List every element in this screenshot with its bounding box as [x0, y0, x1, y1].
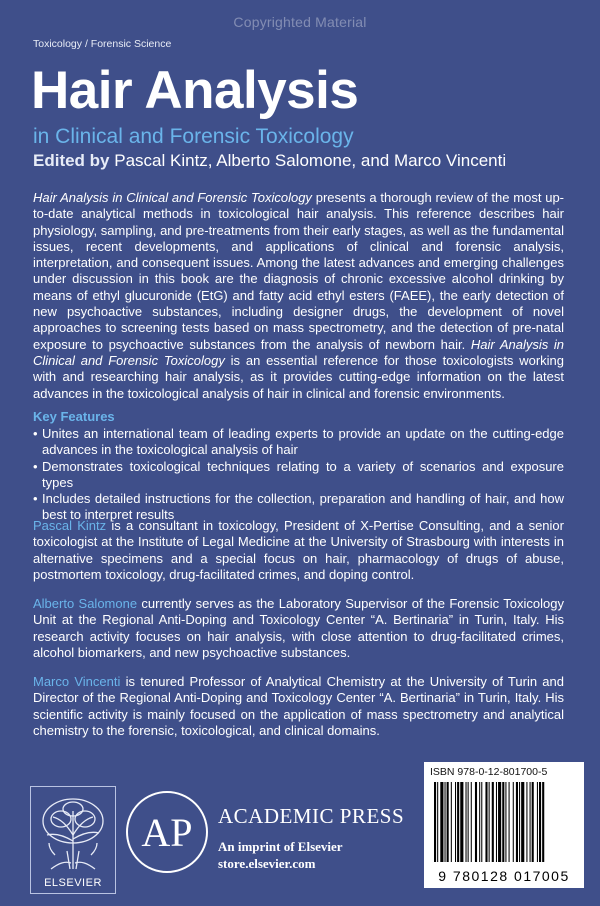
barcode-bar: [513, 782, 514, 862]
key-features-heading: Key Features: [33, 409, 115, 424]
publisher-url: store.elsevier.com: [218, 856, 316, 871]
barcode-digits: 9 780128 017005: [438, 868, 570, 884]
key-features: [33, 409, 564, 524]
category-label: Toxicology / Forensic Science: [33, 38, 172, 50]
watermark: Copyrighted Material: [233, 14, 367, 30]
editors-label: Edited by: [33, 151, 110, 170]
description-title-italic: Hair Analysis in Clinical and Forensic Toxicology: [33, 190, 312, 205]
bio-name: Marco Vincenti: [33, 674, 121, 689]
barcode-bar: [445, 782, 446, 862]
barcode-bar: [505, 782, 506, 862]
bio-name: Pascal Kintz: [33, 518, 107, 533]
description-title-italic-2: Hair Analysis in Clinical and Forensic Toxicology: [33, 336, 564, 368]
barcode-bar: [447, 782, 449, 862]
barcode-bar: [539, 782, 541, 862]
barcode-bar: [492, 782, 494, 862]
key-feature-item: • Includes detailed instructions for the collection, preparation and handling of hair, and how best to interpret results: [33, 491, 564, 524]
barcode-bar: [516, 782, 518, 862]
bio-pascal-kintz: [33, 518, 564, 583]
barcode-bar: [455, 782, 456, 862]
barcode-panel: [424, 762, 584, 888]
imprint-line: An imprint of Elsevier: [218, 839, 343, 854]
barcode-bar: [496, 782, 497, 862]
isbn-label: ISBN 978-0-12-801700-5: [430, 766, 548, 778]
barcode-bar: [437, 782, 438, 862]
ap-logo-icon: [124, 789, 210, 875]
bio-name: Alberto Salomone: [33, 596, 138, 611]
ap-monogram: AP: [141, 810, 193, 855]
barcode-bar: [498, 782, 501, 862]
barcode-bar: [457, 782, 459, 862]
book-title: Hair Analysis: [31, 61, 359, 120]
key-features-list: [33, 426, 564, 524]
key-feature-item: • Unites an international team of leading experts to provide an update on the cutting-edge advances in the toxicological analysis of hair: [33, 426, 564, 459]
barcode-bar: [475, 782, 477, 862]
elsevier-wordmark: ELSEVIER: [44, 877, 102, 889]
barcode-bar: [481, 782, 482, 862]
bio-text: is a consultant in toxicology, President of X-Pertise Consulting, and a senior toxicologist at the Institute of Legal Medicine at the University of Strasbourg with interests in alternative specimens and a special focus on hair, pharmacology of drugs of abuse, postmortem toxicology, drug-facilitated crimes, and doping control.: [33, 518, 564, 582]
barcode-bar: [542, 782, 544, 862]
bio-text: is tenured Professor of Analytical Chemistry at the University of Turin and Director of the Regional Anti-Doping and Toxicology Center “A. Bertinaria” in Turin, Italy. His scientific activity is mainly focused on the application of mass spectrometry and analytical chemistry to the forensic, toxicological, and clinical domains.: [33, 674, 564, 738]
barcode-bar: [460, 782, 463, 862]
barcode-bar: [434, 782, 436, 862]
barcode-bar: [526, 782, 527, 862]
barcode-bar: [530, 782, 531, 862]
barcode-bar: [509, 782, 510, 862]
bio-text: currently serves as the Laboratory Supervisor of the Forensic Toxicology Unit at the Regional Anti-Doping and Toxicology Center “A. Bertinaria” in Turin, Italy. His research activity focuses on hair analysis, with close attention to drug-facilitated crimes, alcohol biomarkers, and new psychoactive substances.: [33, 596, 564, 660]
editors-names: Pascal Kintz, Alberto Salomone, and Marco Vincenti: [114, 151, 507, 170]
elsevier-logo: [30, 786, 116, 894]
editors-line: [33, 149, 506, 173]
publisher-imprint: [218, 838, 404, 872]
publisher-block: [218, 804, 404, 872]
bio-marco-vincenti: [33, 674, 564, 739]
book-subtitle: in Clinical and Forensic Toxicology: [33, 125, 354, 148]
barcode-bar: [519, 782, 520, 862]
publisher-name: ACADEMIC PRESS: [218, 804, 405, 828]
barcode-bars: [430, 782, 578, 862]
barcode-bar: [466, 782, 467, 862]
description-part-2: is an essential reference for those toxicologists working with and researching hair analysis, as it provides cutting-edge information on the latest advances in the toxicological analysis of hair in clinical and forensic environments.: [33, 352, 564, 401]
tree-icon: [31, 791, 115, 875]
barcode-bar: [502, 782, 504, 862]
bio-alberto-salomone: [33, 596, 564, 661]
barcode-bar: [479, 782, 480, 862]
barcode-bar: [440, 782, 443, 862]
book-description: [33, 190, 564, 402]
description-part-1: presents a thorough review of the most up-to-date analytical methods in toxicological hair analysis. This reference describes hair physiology, sampling, and pre-treatments from their early stages, as well as the fundamental issues, recent developments, and applications of clinical and forensic analysis, interpretation, and consequent issues. Among the latest advances and emerging challenges under discussion in this book are the diagnosis of chronic excessive alcohol drinking by means of ethyl glucuronide (EtG) and fatty acid ethyl esters (FAEE), the early detection of new psychoactive substances, including designer drugs, the development of novel approaches to screening tests based on mass spectrometry, and the detection of pre-natal exposure to psychoactive substances from the analysis of newborn hair.: [33, 190, 565, 352]
barcode-bar: [485, 782, 487, 862]
barcode-bar: [468, 782, 469, 862]
barcode-bar: [537, 782, 538, 862]
barcode-bar: [489, 782, 490, 862]
barcode-bar: [532, 782, 534, 862]
barcode-bar: [471, 782, 472, 862]
barcode-bar: [521, 782, 524, 862]
barcode-bar: [451, 782, 452, 862]
academic-press-logo: [124, 789, 210, 875]
key-feature-item: • Demonstrates toxicological techniques relating to a variety of scenarios and exposure types: [33, 459, 564, 492]
